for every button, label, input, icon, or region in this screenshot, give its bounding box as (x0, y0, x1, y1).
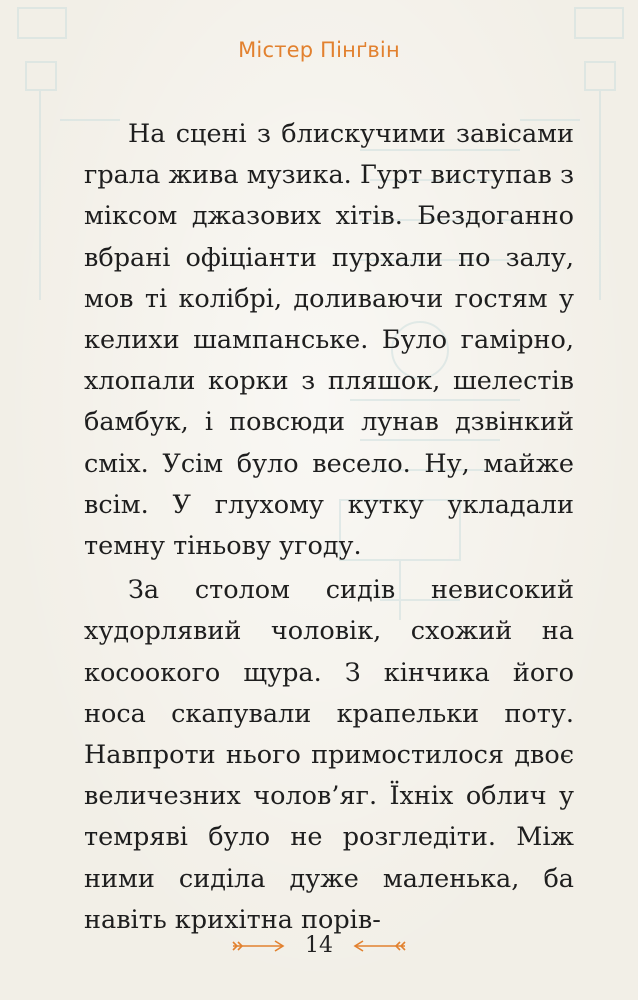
left-arrow-ornament-icon (231, 939, 293, 953)
page-number: 14 (305, 933, 333, 958)
body-text (84, 114, 574, 941)
paragraph: За столом сидів невисокий худорлявий чоловік, схожий на косоокого щура. З кінчика його носа скапували крапельки поту. Навпроти нього примостилося двоє величезних чолов’яг. Їхніх облич у темряві було не розгледіти. Між ними сиділа дуже маленька, ба навіть крихітна порів- (84, 575, 574, 935)
paragraph: На сцені з блискучими завісами грала жива музика. Гурт виступав з міксом джазових хітів. Бездоганно вбрані офіціанти пурхали по залу, мов ті колібрі, доливаючи гостям у келихи шампанське. Було гамірно, хлопали корки з пляшок, шелестів бамбук, і повсюди лунав дзвінкий сміх. Усім було весело. Ну, майже всім. У глухому кутку укладали темну тіньову угоду. (84, 119, 574, 562)
page-footer (0, 933, 638, 958)
right-arrow-ornament-icon (345, 939, 407, 953)
running-header-title: Містер Пінґвін (238, 38, 400, 62)
